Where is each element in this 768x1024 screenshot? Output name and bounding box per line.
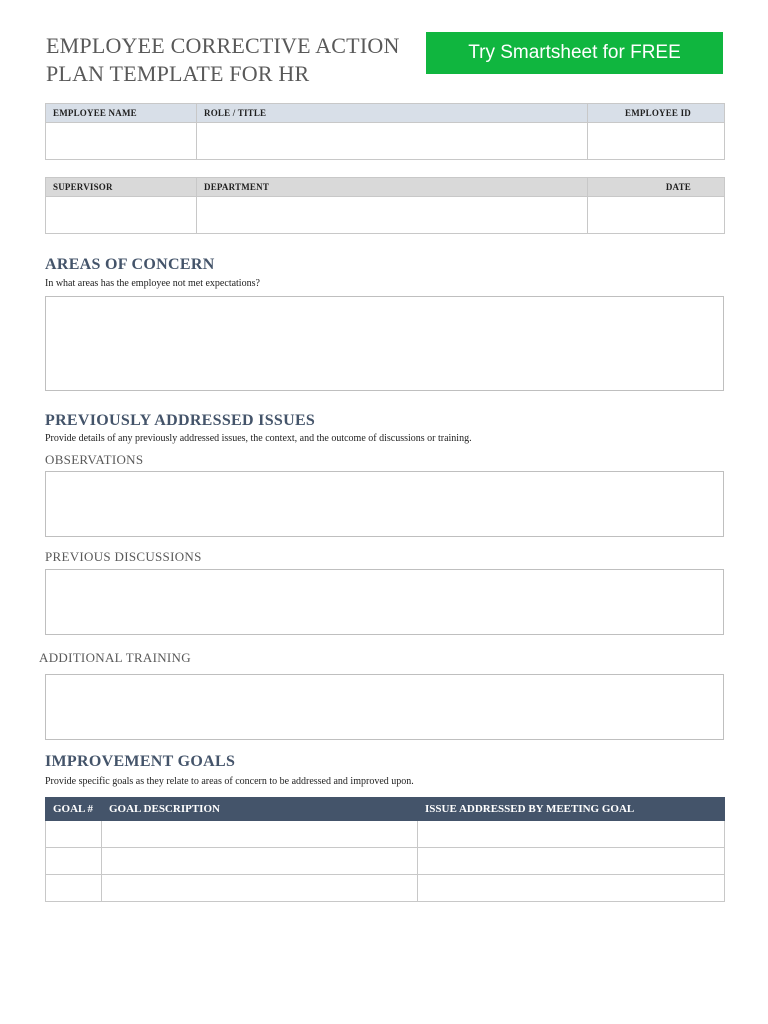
goal-description-header: GOAL DESCRIPTION — [102, 798, 418, 821]
goal-number-cell[interactable] — [46, 848, 102, 875]
improvement-goals-table — [45, 797, 725, 902]
improvement-goals-heading: IMPROVEMENT GOALS — [45, 753, 236, 770]
supervisor-field[interactable] — [46, 197, 197, 234]
issue-addressed-cell[interactable] — [418, 821, 725, 848]
improvement-goals-description: Provide specific goals as they relate to areas of concern to be addressed and improved upon. — [45, 776, 414, 787]
previous-discussions-textbox[interactable] — [45, 569, 724, 635]
areas-of-concern-heading: AREAS OF CONCERN — [45, 256, 215, 273]
goal-description-cell[interactable] — [102, 848, 418, 875]
issue-addressed-header: ISSUE ADDRESSED BY MEETING GOAL — [418, 798, 725, 821]
goal-number-cell[interactable] — [46, 875, 102, 902]
table-row — [46, 821, 725, 848]
issue-addressed-cell[interactable] — [418, 875, 725, 902]
areas-of-concern-textbox[interactable] — [45, 296, 724, 391]
title-line-2: PLAN TEMPLATE FOR HR — [46, 61, 310, 86]
try-smartsheet-button[interactable]: Try Smartsheet for FREE — [426, 32, 723, 74]
areas-of-concern-description: In what areas has the employee not met expectations? — [45, 278, 260, 289]
department-header: DEPARTMENT — [197, 178, 588, 197]
additional-training-textbox[interactable] — [45, 674, 724, 740]
goal-description-cell[interactable] — [102, 821, 418, 848]
goal-number-cell[interactable] — [46, 821, 102, 848]
goal-description-cell[interactable] — [102, 875, 418, 902]
additional-training-label: ADDITIONAL TRAINING — [39, 650, 191, 665]
employee-id-header: EMPLOYEE ID — [588, 104, 725, 123]
employee-info-table — [45, 103, 725, 160]
employee-name-field[interactable] — [46, 123, 197, 160]
employee-name-header: EMPLOYEE NAME — [46, 104, 197, 123]
department-field[interactable] — [197, 197, 588, 234]
observations-textbox[interactable] — [45, 471, 724, 537]
table-row — [46, 875, 725, 902]
supervisor-info-table — [45, 177, 725, 234]
title-line-1: EMPLOYEE CORRECTIVE ACTION — [46, 33, 400, 58]
observations-label: OBSERVATIONS — [45, 452, 144, 467]
date-header: DATE — [588, 178, 725, 197]
previously-addressed-heading: PREVIOUSLY ADDRESSED ISSUES — [45, 412, 316, 429]
document-title — [46, 32, 446, 88]
role-title-header: ROLE / TITLE — [197, 104, 588, 123]
issue-addressed-cell[interactable] — [418, 848, 725, 875]
supervisor-header: SUPERVISOR — [46, 178, 197, 197]
previous-discussions-label: PREVIOUS DISCUSSIONS — [45, 549, 202, 564]
previously-addressed-description: Provide details of any previously addressed issues, the context, and the outcome of discussions or training. — [45, 433, 472, 444]
table-row — [46, 848, 725, 875]
date-field[interactable] — [588, 197, 725, 234]
role-title-field[interactable] — [197, 123, 588, 160]
employee-id-field[interactable] — [588, 123, 725, 160]
goal-number-header: GOAL # — [46, 798, 102, 821]
